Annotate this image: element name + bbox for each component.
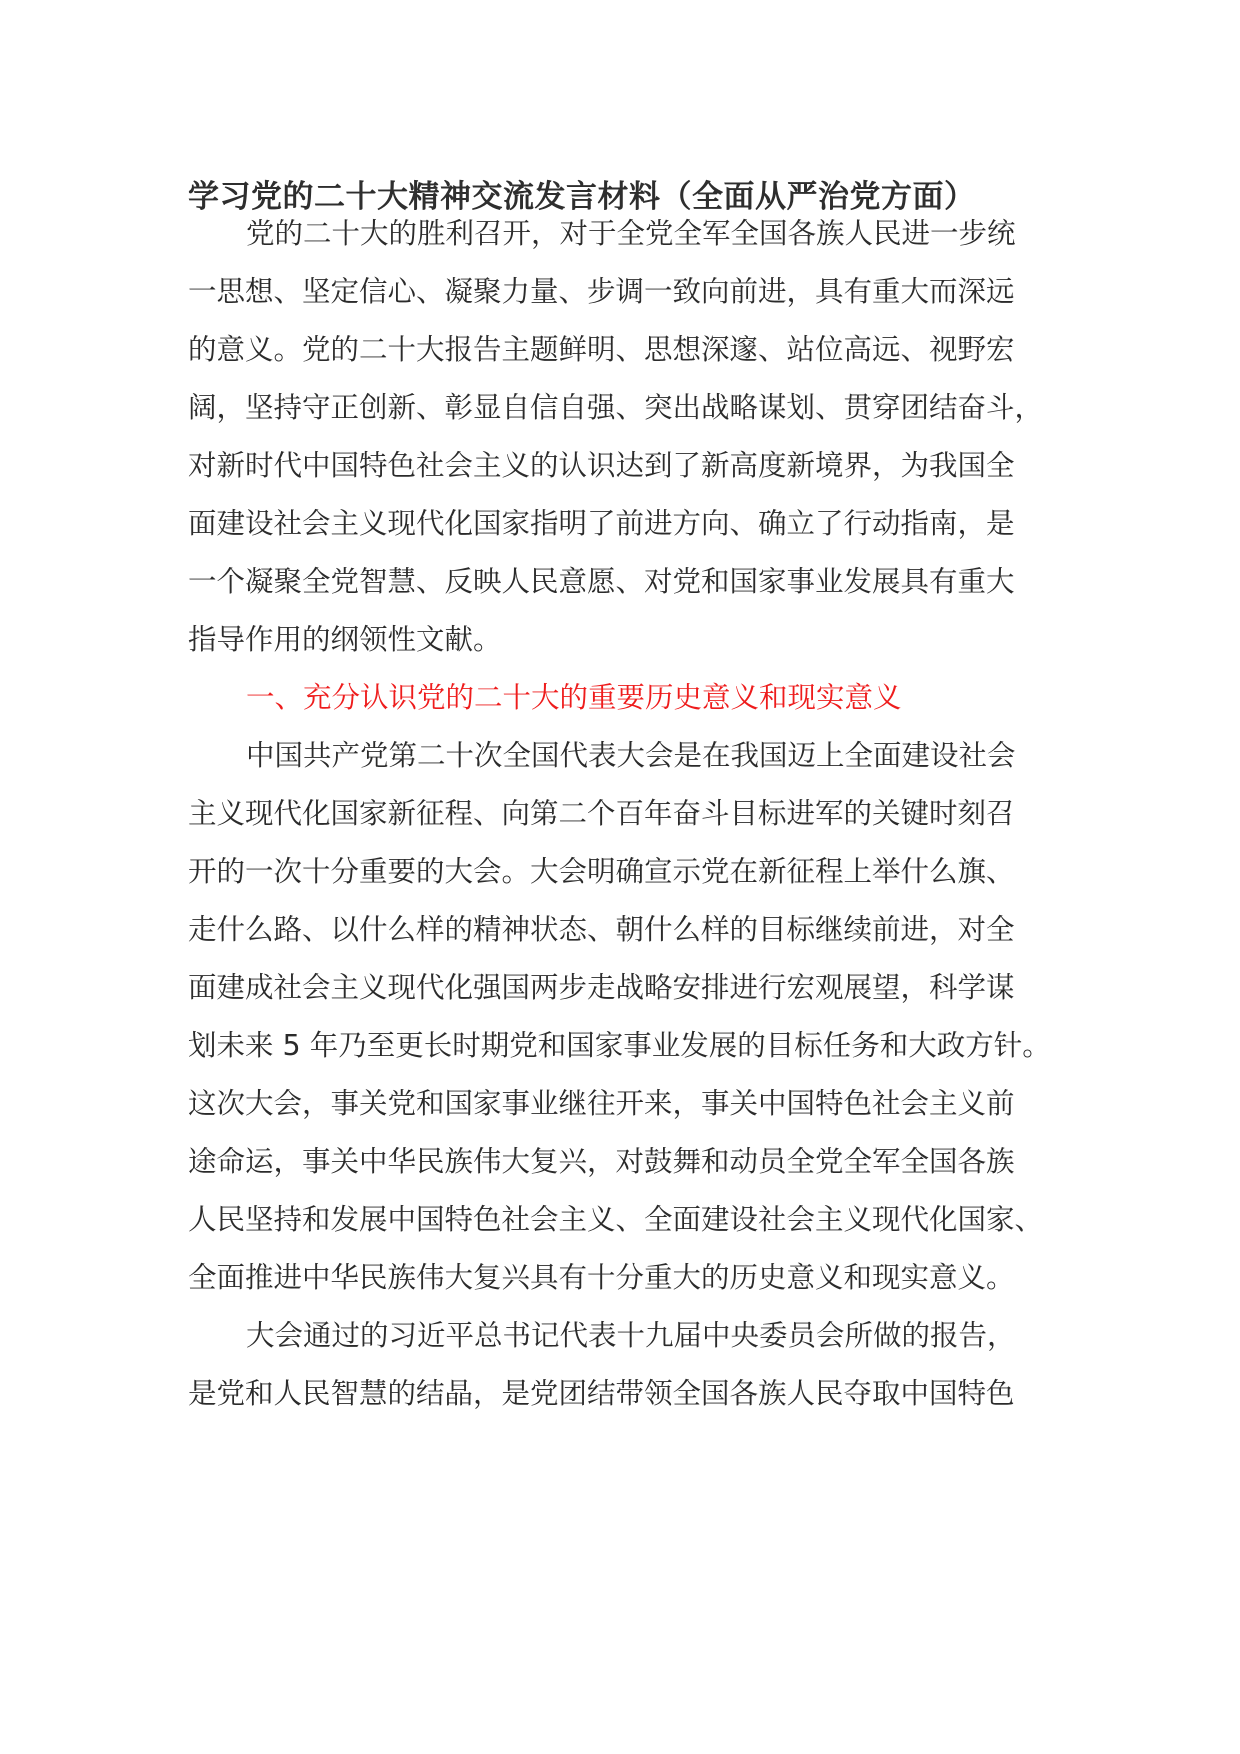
paragraph-1-line-7: 一个凝聚全党智慧、反映人民意愿、对党和国家事业发展具有重大 [188, 565, 1015, 598]
paragraph-1-line-5: 对新时代中国特色社会主义的认识达到了新高度新境界，为我国全 [188, 449, 1015, 482]
paragraph-1-line-4: 阔，坚持守正创新、彰显自信自强、突出战略谋划、贯穿团结奋斗， [188, 391, 1044, 424]
section-heading-1: 一、充分认识党的二十大的重要历史意义和现实意义 [246, 681, 902, 714]
paragraph-3-line-1: 大会通过的习近平总书记代表十九届中央委员会所做的报告， [246, 1319, 1016, 1352]
paragraph-1-line-8: 指导作用的纲领性文献。 [188, 623, 502, 656]
paragraph-2-line-6: 划未来 5 年乃至更长时期党和国家事业发展的目标任务和大政方针。 [188, 1029, 1051, 1062]
paragraph-2-line-7: 这次大会，事关党和国家事业继往开来，事关中国特色社会主义前 [188, 1087, 1015, 1120]
paragraph-2-line-8: 途命运，事关中华民族伟大复兴，对鼓舞和动员全党全军全国各族 [188, 1145, 1015, 1178]
paragraph-2-line-10: 全面推进中华民族伟大复兴具有十分重大的历史意义和现实意义。 [188, 1261, 1015, 1294]
paragraph-1-line-6: 面建设社会主义现代化国家指明了前进方向、确立了行动指南，是 [188, 507, 1015, 540]
paragraph-1-line-3: 的意义。党的二十大报告主题鲜明、思想深邃、站位高远、视野宏 [188, 333, 1015, 366]
paragraph-2-line-5: 面建成社会主义现代化强国两步走战略安排进行宏观展望，科学谋 [188, 971, 1015, 1004]
paragraph-2-line-2: 主义现代化国家新征程、向第二个百年奋斗目标进军的关键时刻召 [188, 797, 1015, 830]
paragraph-2-line-9: 人民坚持和发展中国特色社会主义、全面建设社会主义现代化国家、 [188, 1203, 1044, 1236]
paragraph-2-line-4: 走什么路、以什么样的精神状态、朝什么样的目标继续前进，对全 [188, 913, 1015, 946]
document-title: 学习党的二十大精神交流发言材料（全面从严治党方面） [188, 179, 976, 215]
paragraph-2-line-3: 开的一次十分重要的大会。大会明确宣示党在新征程上举什么旗、 [188, 855, 1015, 888]
paragraph-3-line-2: 是党和人民智慧的结晶，是党团结带领全国各族人民夺取中国特色 [188, 1377, 1015, 1410]
paragraph-1-line-2: 一思想、坚定信心、凝聚力量、步调一致向前进，具有重大而深远 [188, 275, 1015, 308]
paragraph-1-line-1: 党的二十大的胜利召开，对于全党全军全国各族人民进一步统 [246, 217, 1016, 250]
paragraph-2-line-1: 中国共产党第二十次全国代表大会是在我国迈上全面建设社会 [246, 739, 1016, 772]
